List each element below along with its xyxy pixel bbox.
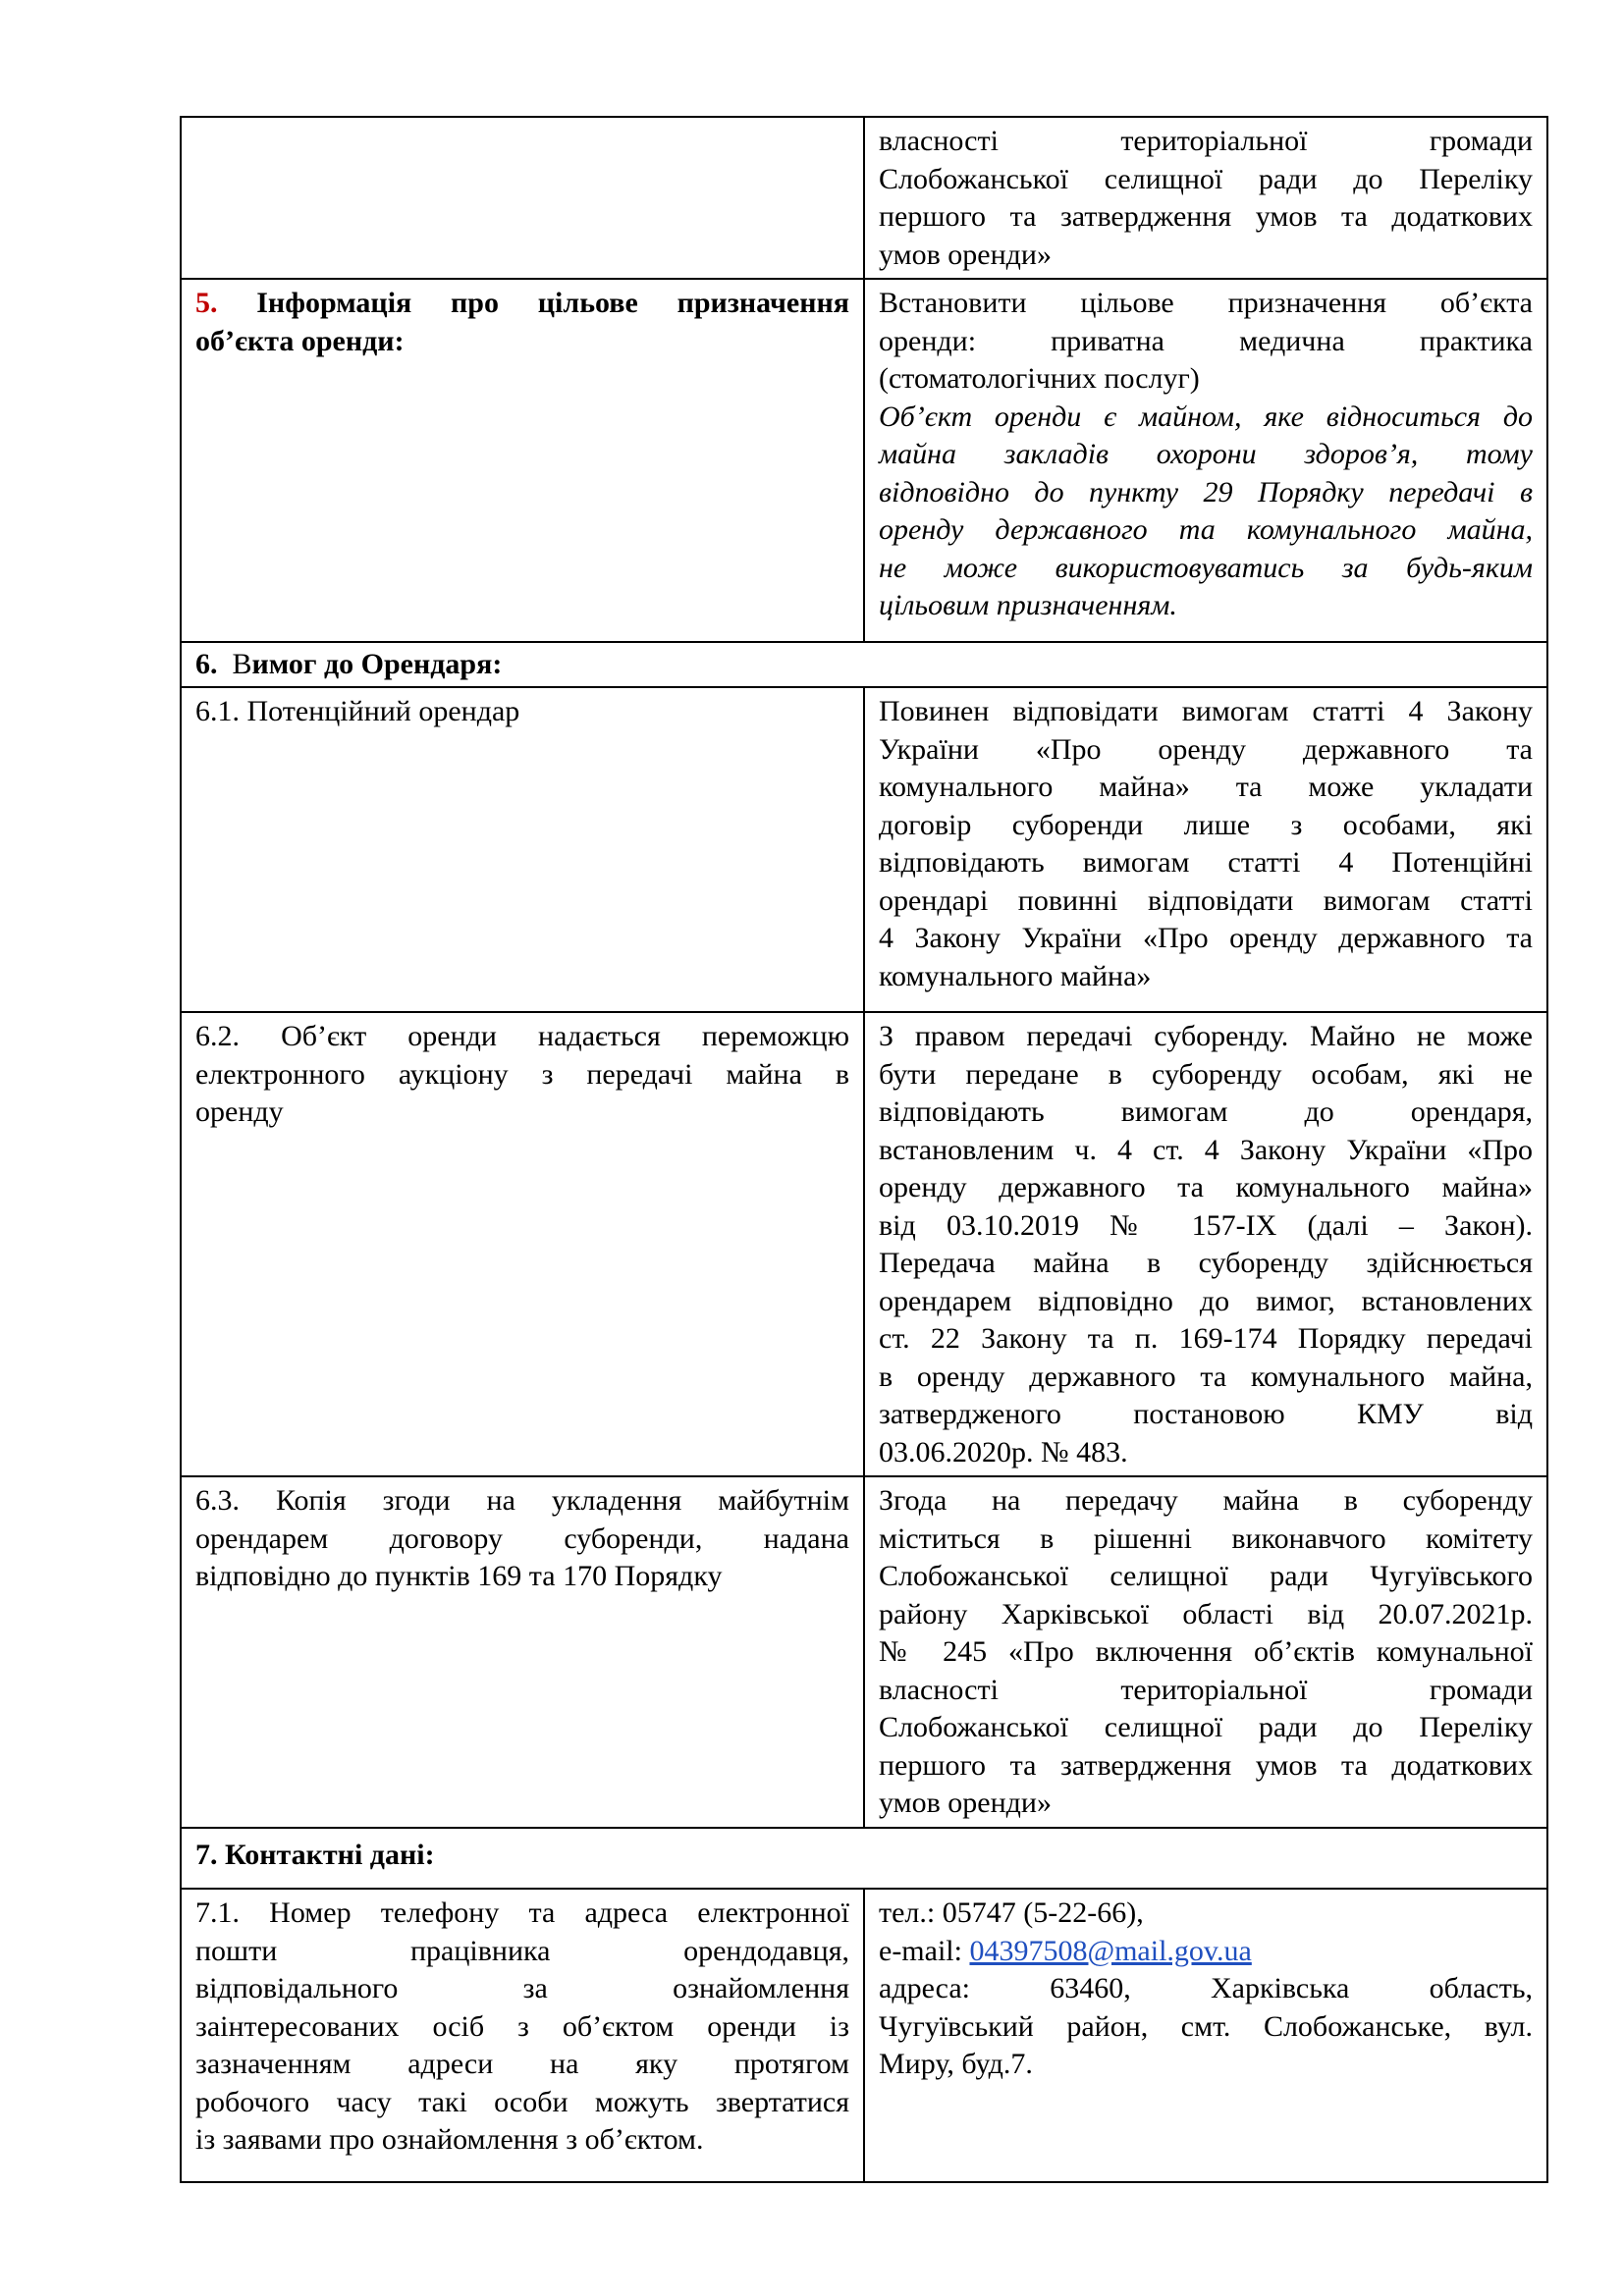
row6-2-right-line-7: Передача майна в суборенду здійснюється <box>879 1247 1533 1279</box>
continuation-right-cell <box>864 117 1547 279</box>
row7-1-left-line-5: зазначенням адреси на яку протягом <box>195 2048 849 2080</box>
row7-1-left-line-7: із заявами про ознайомлення з об’єктом. <box>195 2123 704 2156</box>
row6-2-right-line-5: оренду державного та комунального майна» <box>879 1171 1533 1203</box>
row7-1-left-cell <box>181 1889 864 2182</box>
row6-2-right-line-9: ст. 22 Закону та п. 169-174 Порядку передачі <box>879 1322 1533 1355</box>
row6-2-right-line-10: в оренду державного та комунального майна, <box>879 1360 1533 1393</box>
row6-3-left-cell <box>181 1476 864 1828</box>
row5-right-line-2: оренди: приватна медична практика <box>879 324 1533 357</box>
contact-email-link[interactable]: 04397508@mail.gov.ua <box>969 1934 1252 1967</box>
row6-1-right-line-6: орендарі повинні відповідати вимогам статті <box>879 883 1533 917</box>
row6-2-right-line-2: бути передане в суборенду особам, які не <box>879 1057 1533 1091</box>
row6-2-right-line-11: затвердженого постановою КМУ від <box>879 1398 1533 1430</box>
section-6-title-first-letter: В <box>232 647 252 680</box>
row6-1-left-text: 6.1. Потенційний орендар <box>195 695 520 727</box>
table-row-6-2 <box>181 1012 1547 1476</box>
row6-3-right-line-5: № 245 «Про включення об’єктів комунальної <box>879 1635 1533 1668</box>
table-row-7-1 <box>181 1889 1547 2182</box>
row6-1-right-line-5: відповідають вимогам статті 4 Потенційні <box>879 846 1533 879</box>
contact-address-line-3: Миру, буд.7. <box>879 2048 1033 2080</box>
row6-3-right-line-1: Згода на передачу майна в суборенду <box>879 1484 1533 1517</box>
row5-note-line-2: майна закладів охорони здоров’я, тому <box>879 438 1533 470</box>
row6-2-right-cell <box>864 1012 1547 1476</box>
row6-3-right-line-7: Слобожанської селищної ради до Переліку <box>879 1711 1533 1743</box>
section-6-title-rest: имог до Орендаря: <box>251 647 503 680</box>
row6-3-right-cell <box>864 1476 1547 1828</box>
row5-note-line-1: Об’єкт оренди є майном, яке відноситься до <box>879 400 1533 433</box>
row6-2-left-line-1: 6.2. Об’єкт оренди надається переможцю <box>195 1020 849 1052</box>
row6-2-right-line-4: встановленим ч. 4 ст. 4 Закону України «Про <box>879 1133 1533 1166</box>
row6-3-right-line-3: Слобожанської селищної ради Чугуївського <box>879 1560 1533 1592</box>
row6-1-right-line-2: України «Про оренду державного та <box>879 732 1533 766</box>
row5-title-text-1: Інформація про цільове призначення <box>256 287 849 319</box>
row7-1-left-line-3: відповідального за ознайомлення <box>195 1972 849 2004</box>
row6-1-right-line-8: комунального майна» <box>879 959 1152 992</box>
row7-1-left-line-6: робочого часу такі особи можуть звертатися <box>195 2085 849 2118</box>
row6-2-right-line-1: З правом передачі суборенду. Майно не може <box>879 1020 1533 1052</box>
contact-address-line-1: адреса: 63460, Харківська область, <box>879 1972 1533 2004</box>
row5-note-line-5: не може використовуватись за будь-яким <box>879 551 1533 584</box>
row6-1-left-cell <box>181 687 864 1012</box>
row7-1-left-line-1: 7.1. Номер телефону та адреса електронної <box>195 1896 849 1929</box>
row7-1-right-cell <box>864 1889 1547 2182</box>
section-7-title: 7. Контактні дані: <box>195 1838 435 1871</box>
row5-number: 5. <box>195 287 218 319</box>
contact-email-label: e-mail: <box>879 1934 970 1967</box>
row5-right-line-3: (стоматологічних послуг) <box>879 362 1200 395</box>
info-table <box>180 116 1548 2183</box>
row6-1-right-line-7: 4 Закону України «Про оренду державного та <box>879 922 1533 954</box>
section-6-header-cell <box>181 642 1547 688</box>
row5-right-line-1: Встановити цільове призначення об’єкта <box>879 287 1533 319</box>
table-row-continuation <box>181 117 1547 279</box>
contact-address-line-2: Чугуївський район, смт. Слобожанське, вул. <box>879 2009 1533 2043</box>
row5-note-line-4: оренду державного та комунального майна, <box>879 513 1533 546</box>
section-6-number: 6. <box>195 647 218 680</box>
continuation-line-3: першого та затвердження умов та додаткових <box>879 200 1533 233</box>
row5-note-line-6: цільовим призначенням. <box>879 589 1177 621</box>
row6-3-right-line-2: міститься в рішенні виконавчого комітету <box>879 1522 1533 1555</box>
contact-email-line <box>879 1933 1533 1971</box>
row7-1-left-line-4: заінтересованих осіб з об’єктом оренди із <box>195 2009 849 2043</box>
row6-3-left-line-3: відповідно до пунктів 169 та 170 Порядку <box>195 1560 723 1592</box>
row6-2-right-line-3: відповідають вимогам до орендаря, <box>879 1095 1533 1128</box>
row6-1-right-line-4: договір суборенди лише з особами, які <box>879 808 1533 841</box>
contact-phone: тел.: 05747 (5-22-66), <box>879 1896 1144 1929</box>
row6-3-right-line-4: району Харківської області від 20.07.2021р. <box>879 1597 1533 1630</box>
row5-title-line-1 <box>195 285 849 323</box>
row7-1-left-line-2: пошти працівника орендодавця, <box>195 1934 849 1967</box>
row6-1-right-line-1: Повинен відповідати вимогам статті 4 Закону <box>879 695 1533 727</box>
row6-2-left-line-2: електронного аукціону з передачі майна в <box>195 1057 849 1091</box>
table-row-6-3 <box>181 1476 1547 1828</box>
continuation-line-2: Слобожанської селищної ради до Переліку <box>879 162 1533 195</box>
row5-note-line-3: відповідно до пункту 29 Порядку передачі в <box>879 475 1533 508</box>
row6-2-right-line-6: від 03.10.2019 № 157-IX (далі – Закон). <box>879 1208 1533 1242</box>
row6-3-left-line-2: орендарем договору суборенди, надана <box>195 1522 849 1555</box>
row5-left-cell <box>181 279 864 642</box>
table-row-6-1 <box>181 687 1547 1012</box>
row6-2-left-cell <box>181 1012 864 1476</box>
row6-3-right-line-8: першого та затвердження умов та додаткових <box>879 1748 1533 1782</box>
row6-2-right-line-12: 03.06.2020р. № 483. <box>879 1435 1128 1468</box>
table-row-5 <box>181 279 1547 642</box>
continuation-line-4: умов оренди» <box>879 238 1052 271</box>
row6-3-left-line-1: 6.3. Копія згоди на укладення майбутнім <box>195 1484 849 1517</box>
row6-1-right-cell <box>864 687 1547 1012</box>
row5-right-cell <box>864 279 1547 642</box>
section-7-header-cell <box>181 1828 1547 1890</box>
row6-1-right-line-3: комунального майна» та може укладати <box>879 771 1533 803</box>
row6-3-right-line-9: умов оренди» <box>879 1787 1052 1819</box>
row6-3-right-line-6: власності територіальної громади <box>879 1673 1533 1706</box>
continuation-left-cell <box>181 117 864 279</box>
section-7-header-row <box>181 1828 1547 1890</box>
continuation-line-1: власності територіальної громади <box>879 125 1533 157</box>
row6-2-left-line-3: оренду <box>195 1095 284 1128</box>
section-6-header-row <box>181 642 1547 688</box>
row5-title-line-2: об’єкта оренди: <box>195 324 405 357</box>
row6-2-right-line-8: орендарем відповідно до вимог, встановлених <box>879 1284 1533 1317</box>
